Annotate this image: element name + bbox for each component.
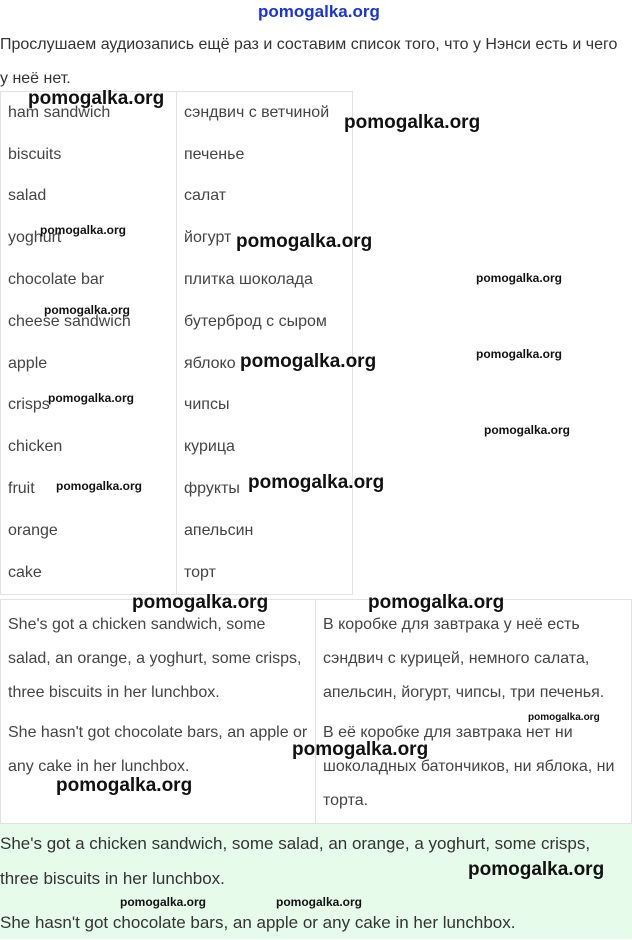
russian-has-text: В коробке для завтрака у неё есть сэндвич с курицей, немного салата, апельсин, йогурт, чипсы, три печенья.	[323, 616, 605, 701]
watermark: pomogalka.org	[120, 895, 207, 909]
watermark: pomogalka.org	[484, 423, 571, 437]
english-word-cell: ham sandwich	[1, 92, 177, 134]
russian-has-not-text: В её коробке для завтрака нет ни шоколадных батончиков, ни яблока, ни торта.	[323, 724, 615, 809]
watermark: pomogalka.org	[56, 775, 193, 796]
watermark: pomogalka.org	[56, 479, 143, 493]
watermark: pomogalka.org	[240, 351, 377, 372]
site-header-watermark[interactable]: pomogalka.org	[258, 2, 380, 21]
watermark: pomogalka.org	[236, 231, 373, 252]
english-word-cell: salad	[1, 176, 177, 218]
russian-translation-cell: сэндвич с ветчиной	[177, 92, 353, 134]
watermark: pomogalka.org	[248, 472, 385, 493]
watermark: pomogalka.org	[48, 391, 135, 405]
english-word-cell: biscuits	[1, 134, 177, 176]
english-word-cell: fruit	[1, 468, 177, 510]
table-row	[1, 510, 353, 552]
answer-has-text: She's got a chicken sandwich, some salad, an orange, a yoghurt, some crisps, three biscuits in her lunchbox.	[0, 834, 591, 888]
english-word-cell: orange	[1, 510, 177, 552]
answer-block	[0, 824, 632, 939]
watermark: pomogalka.org	[528, 712, 600, 723]
table-row	[1, 426, 353, 468]
watermark: pomogalka.org	[276, 895, 363, 909]
watermark: pomogalka.org	[368, 592, 505, 613]
table-row	[1, 259, 353, 301]
english-word-cell: yoghurt	[1, 217, 177, 259]
english-word-cell: apple	[1, 343, 177, 385]
english-word-cell: crisps	[1, 385, 177, 427]
table-row	[1, 134, 353, 176]
russian-translation-cell: чипсы	[177, 385, 353, 427]
watermark: pomogalka.org	[476, 347, 563, 361]
watermark: pomogalka.org	[468, 859, 605, 880]
watermark: pomogalka.org	[28, 88, 165, 109]
table-row	[1, 552, 353, 594]
russian-translation-cell: печенье	[177, 134, 353, 176]
english-word-cell: cheese sandwich	[1, 301, 177, 343]
russian-translation-cell: салат	[177, 176, 353, 218]
english-word-cell: chocolate bar	[1, 259, 177, 301]
watermark: pomogalka.org	[476, 271, 563, 285]
russian-translation-cell: торт	[177, 552, 353, 594]
answer-has-not-text: She hasn't got chocolate bars, an apple or any cake in her lunchbox.	[0, 913, 516, 932]
english-word-cell: chicken	[1, 426, 177, 468]
watermark: pomogalka.org	[292, 739, 429, 760]
russian-translation-cell: йогурт	[177, 217, 353, 259]
english-has-text: She's got a chicken sandwich, some salad, an orange, a yoghurt, some crisps, three biscuits in her lunchbox.	[8, 616, 302, 701]
english-word-cell: cake	[1, 552, 177, 594]
russian-translation-cell: бутерброд с сыром	[177, 301, 353, 343]
russian-translation-cell: апельсин	[177, 510, 353, 552]
vocabulary-table	[0, 91, 353, 595]
watermark: pomogalka.org	[40, 223, 127, 237]
watermark: pomogalka.org	[44, 303, 131, 317]
watermark: pomogalka.org	[344, 112, 481, 133]
english-has-not-text: She hasn't got chocolate bars, an apple or any cake in her lunchbox.	[8, 724, 308, 775]
russian-translation-cell: плитка шоколада	[177, 259, 353, 301]
intro-text: Прослушаем аудиозапись ещё раз и составим список того, что у Нэнси есть и чего у неё нет.	[0, 36, 618, 87]
russian-translation-cell: яблоко	[177, 343, 353, 385]
russian-translation-cell: фрукты	[177, 468, 353, 510]
watermark: pomogalka.org	[132, 592, 269, 613]
russian-translation-cell: курица	[177, 426, 353, 468]
table-row	[1, 176, 353, 218]
